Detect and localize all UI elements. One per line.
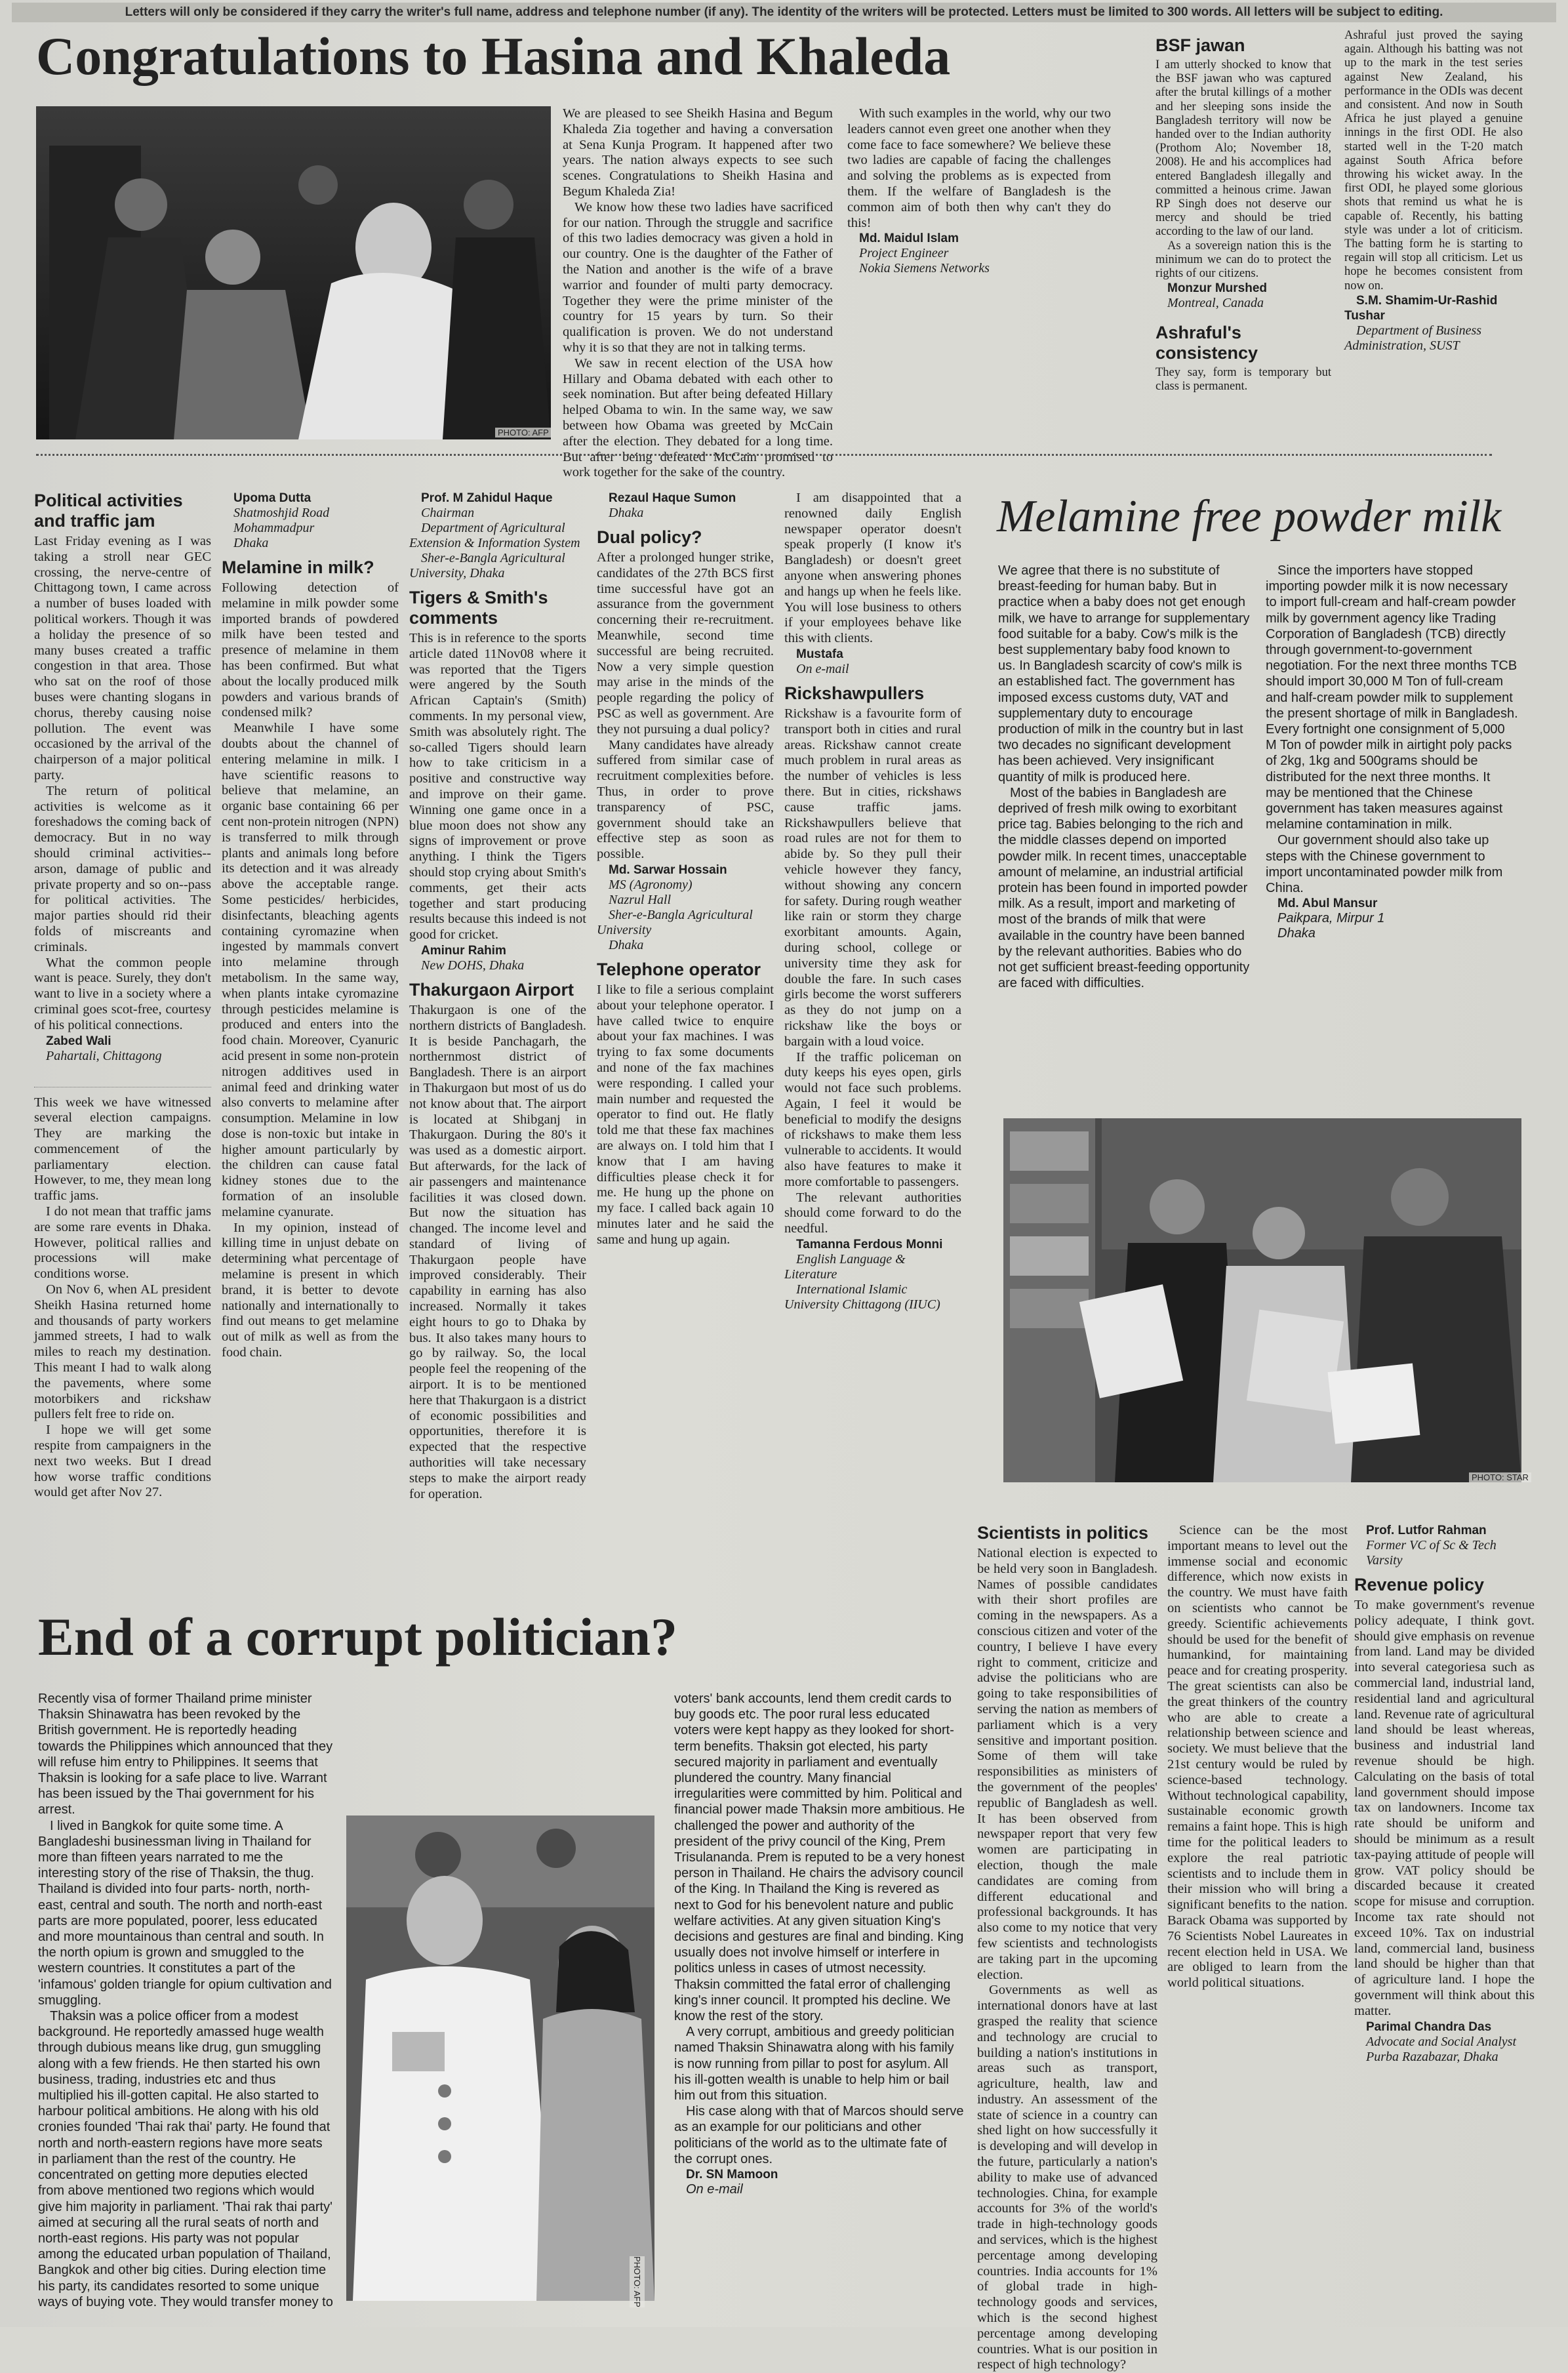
letter-dual-policy: Rezaul Haque Sumon Dhaka Dual policy? After a prolonged hunger strike, candidates of the 27th BCS first time successful have got an assurance from the government concerning their re-recruitment. Meanwhile, second time successful are being recruited. Now a very simple question may arise in the minds of the people regarding the policy of PSC as well as government. Are they not pursuing a dual policy? Many candidates have already suffered from similar case of recruitment complexities before. Thus, in order to prove transparency of PSC, government should take an effective step as soon as possible. Md. Sarwar Hossain MS (Agronomy) Nazrul Hall Sher-e-Bangla Agricultural University Dhaka Telephone operator I like to file a serious complaint about your telephone operator. I have called twice to enquire about your fax machines. I was trying to fax some documents and none of the fax machines were responding. I called your main number and requested the operator to find out. He flatly told me that these fax machines are always on. I told him that I know that I am having difficulties please check it for me. He hung up the phone on my face. I called back again 10 minutes later and he said the same and hung up again. xyxy=(597,491,774,1247)
photo-credit: PHOTO: AFP xyxy=(630,2256,645,2307)
letter-melamine-free-col2: Since the importers have stopped importing powder milk it is now necessary to import full-cream and half-cream powder milk by government agency like Trading Corporation of Bangladesh (TCB) directly through government-to-government negotiation. For the next three months TCB should import 30,000 M Ton of full-cream and half-cream powder milk to supplement the present shortage of milk in Bangladesh. Every fortnight one consignment of 5,000 M Ton of powder milk in airtight poly packs of 2kg, 1kg and 500grams should be distributed for the next three months. It may be mentioned that the Chinese government has taken measures against melamine contamination in milk. Our government should also take up steps with the Chinese government to import uncontaminated powder milk from China. Md. Abul Mansur Paikpara, Mirpur 1 Dhaka xyxy=(1266,563,1518,941)
letter-congratulations-col1: We are pleased to see Sheikh Hasina and Begum Khaleda Zia together and having a conversation at Sena Kunja Program. It happened after two years. The nation always expects to see such scenes. Congratulations to Sheikh Hasina and Begum Khaleda Zia! We know how these two ladies have sacrificed for our nation. Through the struggle and sacrifice of this two ladies democracy was given a hold in our country. One is the daughter of the Father of the Nation and another is the wife of a brave warrior and founder of multi party democracy. Together they were the prime minister of the country for 15 years by turn. So their qualification is proven. We do not understand why it is so that they are not in talking terms. We saw in recent election of the USA how Hillary and Obama debated with each other to seek nomination. But after being defeated Hillary helped Obama to win. In the same way, we saw between how Obama was greeted by McCain after the election. They debated for a long time. But after being defeated McCain promised to work together for the sake of the country. xyxy=(563,106,833,480)
photo-milk-inspection xyxy=(1003,1118,1521,1482)
photo-hasina-khaleda xyxy=(36,106,551,439)
letter-scientists-col2: Science can be the most important means to level out the immense social and economic difference, which now exists in the country. We must have faith on scientists who cannot be greedy. Scientific achievements should be used for the benefit of humankind, for maintaining peace and for creating prosperity. The great scientists can also be the great thinkers of the country who are able to create a relationship between science and society. We must believe that the 21st century would be ruled by science-based technology. Without technological capability, sustainable economic growth remains a faint hope. This is high time for the political leaders to explore the real patriotic scientists and to include them in their mission who will bring a significant benefits to the nation. Barack Obama was supported by 76 Scientists Nobel Laureates in recent election held in USA. We are obliged to learn from the world political situations. xyxy=(1167,1523,1348,1991)
section-divider xyxy=(36,454,1492,456)
letter-melamine-free-col1: We agree that there is no substitute of breast-feeding for human baby. But in practice when a baby does not get enough milk, we have to arrange for supplementary food suitable for a baby. Cow's milk is the best supplementary baby food known to us. In Bangladesh scarcity of cow's milk is an established fact. The government has imposed excess customs duty, VAT and supplementary duty to encourage production of milk in the country but in last two decades no significant development has been achieved. Very insignificant quantity of milk is produced here. Most of the babies in Bangladesh are deprived of fresh milk owing to exorbitant price tag. Babies belonging to the rich and the middle classes depend on imported powder milk. In recent times, unacceptable amount of melamine, an industrial artificial protein has been found in imported powder milk. As a result, import and marketing of most of the brands of milk that were available in the country have been banned by the relevant authorities. Babies who do not get sufficient breast-feeding opportunity are faced with difficulties. xyxy=(998,563,1250,991)
letter-scientists-col1: Scientists in politics National election is expected to be held very soon in Bangladesh. Names of possible candidates with their short profiles are coming in the newspapers. As a conscious citizen and voter of the country, I believe I have every right to comment, criticize and advise the politicians who are going to take responsibilities of serving the nation as members of parliament which is a very sensitive and important position. Some of them will take responsibilities as ministers of the government of the peoples' republic of Bangladesh as well. It has been observed from newspaper report that very few women are participating in election, though the male candidates are coming from different educational and professional backgrounds. It has also come to my notice that very few scientists and technologists are taking part in the upcoming election. Governments as well as international donors have at last grasped the reality that science and technology are crucial to building a nation's institutions in areas such as transport, agriculture, health, law and industry. An assessment of the state of science in a country can shed light on how successfully it is developing and will develop in the future, particularly a nation's ability to make use of advanced technologies. China, for example accounts for 3% of the world's trade in high-technology goods and services, which is the highest percentage among developing countries. India accounts for 1% of global trade in high-technology goods and services, which is the second highest percentage among developing countries. What is our position in respect of high technology? xyxy=(977,1523,1157,2372)
headline-melamine-free: Melamine free powder milk xyxy=(997,491,1502,542)
letter-ashraful-consistency: Ashraful just proved the saying again. Although his batting was not up to the mark in the test series against New Zealand, his performance in the ODIs was decent and consistent. And now in South Africa he just played a genuine innings in the first ODI. He also started well in the T-20 match against South Africa before throwing his wicket away. In the first ODI, he played some glorious shots that remind us what he is capable of. Recently, his batting style was under a lot of criticism. The batting form he is starting to regain will stop all criticism. Let us hope he becomes consistent from now on. S.M. Shamim-Ur-Rashid Tushar Department of Business Administration, SUST xyxy=(1344,29,1523,353)
photo-thaksin xyxy=(346,1815,654,2301)
photo-credit: PHOTO: STAR xyxy=(1469,1472,1531,1482)
letter-tigers-smith: Prof. M Zahidul Haque Chairman Department of Agricultural Extension & Information System Sher-e-Bangla Agricultural University, Dhaka Tigers & Smith's comments This is in reference to the sports article dated 11Nov08 where it was reported that the Tigers were angered by the South African Captain's (Smith) comments. In my personal view, Smith was absolutely right. The so-called Tigers should learn how to take criticism in a positive and constructive way and improve on their game. Winning one game once in a blue moon does not show any signs of improvement or prove anything. I think the Tigers should stop crying about Smith's comments, get their acts together and start producing results because this indeed is not good for cricket. Aminur Rahim New DOHS, Dhaka Thakurgaon Airport Thakurgaon is one of the northern districts of Bangladesh. It is beside Panchagarh, the northernmost district of Bangladesh. There is an airport in Thakurgaon but most of us do not know about that. The airport is located at Shibganj in Thakurgaon. During the 80's it was used as a domestic airport. But afterwards, for the lack of air passengers and maintenance facilities it was closed down. But now the situation has changed. The income level and standard of living of Thakurgaon people have improved considerably. Their capability in earning has also increased. Normally it takes eight hours to go to Dhaka by bus. It also takes many hours to go by railway. So, the local people feel the reopening of the airport. It is to be mentioned here that Thakurgaon is a district of economic possibilities and opportunities, therefore it is expected that the respective authorities will take necessary steps to make the airport ready for operation. xyxy=(409,491,586,1501)
letter-rickshawpullers: I am disappointed that a renowned daily English newspaper operator doesn't speak properly (I know it's Bangladesh) or doesn't greet anyone when answering phones and hangs up when he feels like. You will lose business to others if your employees behave like this with clients. Mustafa On e-mail Rickshawpullers Rickshaw is a favourite form of transport both in cities and rural areas. Rickshaw cannot create much problem in rural areas as the number of vehicles is less there. But in cities, rickshaws cause traffic jams. Rickshawpullers believe that road rules are not for them to abide by. So they pull their vehicle however they fancy, without showing any concern for safety. During rough weather like rain or storm they charge exorbitant amounts. Again, during school, college or university time they ask for double the fare. In such cases girls become the worst sufferers as they do not jump on a rickshaw like the boys or bargain with a loud voice. If the traffic policeman on duty keeps his eyes open, girls would not face such problems. Again, I feel it would be beneficial to modify the designs of rickshaws to make them less vulnerable to accidents. It would also have features to make it more comfortable to passengers. The relevant authorities should come forward to do the needful. Tamanna Ferdous Monni English Language & Literature International Islamic University Chittagong (IIUC) xyxy=(784,491,961,1312)
letter-revenue-policy: Prof. Lutfor Rahman Former VC of Sc & Tech Varsity Revenue policy To make government's revenue policy adequate, I think govt. should give emphasis on revenue from land. Land may be divided into several categoriesa such as commercial land, industrial land, residential land and agricultural land. Revenue rate of agricultural land should be least whereas, business and industrial land revenue should be high. Calculating on the basis of total land government should impose tax on landowners. Income tax rate should be uniform and should be minimum as a result tax-paying attitude of people will grow. VAT policy should be discarded because it created scope for misuse and corruption. Income tax rate should not exceed 10%. Tax on industrial land, commercial land, business land should be higher than that of agriculture land. I hope the government will think about this matter. Parimal Chandra Das Advocate and Social Analyst Purba Razabazar, Dhaka xyxy=(1354,1524,1535,2064)
headline-corrupt-politician: End of a corrupt politician? xyxy=(38,1607,677,1667)
letter-congratulations-col2: With such examples in the world, why our two leaders cannot even greet one another when they come face to face somewhere? We believe these two ladies are capable of facing the challenges and solving the problems as is expected from them. If the welfare of Bangladesh is the common aim of both then why can't they do this! Md. Maidul Islam Project Engineer Nokia Siemens Networks xyxy=(847,106,1111,276)
letter-thaksin-col2 xyxy=(346,1691,654,1809)
headline-congratulations: Congratulations to Hasina and Khaleda xyxy=(36,26,951,86)
letter-political-activities: Political activities and traffic jam Last Friday evening as I was taking a stroll near GEC crossing, the nerve-centre of Chittagong town, I came across a number of buses loaded with political workers. Though it was a holiday the presence of so many buses created a traffic congestion in that area. Those who sat on the roof of those buses were chanting slogans in chorus, thereby causing noise pollution. The event was occasioned by the arrival of the chairperson of a major political party. The return of political activities is welcome as it foreshadows the coming back of democracy. But in no way should criminal activities--arson, damage of public and private property and so on--pass for political activities. The major parties should rid their folds of miscreants and criminals. What the common people want is peace. Surely, they don't want to live in a society where a criminal goes scot-free, courtesy of his political connections. Zabed Wali Pahartali, Chittagong This week we have witnessed several election campaigns. They are marking the commencement of the parliamentary election. However, to me, they mean long traffic jams. I do not mean that traffic jams are some rare events in Dhaka. However, political rallies and processions will make conditions worse. On Nov 6, when AL president Sheikh Hasina returned home and thousands of party workers jammed streets, I had to walk miles to reach my destination. This meant I had to walk along the pavements, where some motorbikers and rickshaw pullers felt free to ride on. I hope we will get some respite from campaigners in the next two weeks. But I dread how worse traffic conditions would get after Nov 27. xyxy=(34,491,211,1500)
letter-thaksin-col3: voters' bank accounts, lend them credit cards to buy goods etc. The poor rural less educated voters were kept happy as they looked for short-term benefits. Thaksin got elected, his party secured majority in parliament and eventually plundered the country. Many financial irregularities were committed by him. Political and financial power made Thaksin more ambitious. He challenged the power and authority of the president of the privy council of the King, Prem Trisulananda. Prem is reputed to be a very honest person in Thailand. He chairs the advisory council of the King. In Thailand the King is revered as next to God for his benevolent nature and public welfare activities. At any given situation King's decisions and gestures are final and binding. King usually does not involve himself or interfere in politics unless in cases of utmost necessity. Thaksin committed the fatal error of challenging king's inner council. It prompted his decline. We know the rest of the story. A very corrupt, ambitious and greedy politician named Thaksin Shinawatra along with his family is now running from pillar to post for asylum. All his ill-gotten wealth is unable to help him or bail him out from this situation. His case along with that of Marcos should serve as an example for our politicians and other politicians of the world as to the ultimate fate of the corrupt ones. Dr. SN Mamoon On e-mail xyxy=(674,1692,965,2197)
letter-bsf-jawan: BSF jawan I am utterly shocked to know that the BSF jawan who was captured after the brutal killings of a mother and her sleeping sons inside the Bangladesh territory will now be handed over to the Indian authority (Prothom Alo; November 18, 2008). He and his accomplices had entered Bangladesh illegally and committed a heinous crime. Jawan RP Singh does not deserve our mercy and should be tried according to the law of our land. As a sovereign nation this is the minimum we can do to protect the rights of our citizens. Monzur Murshed Montreal, Canada Ashraful's consistency They say, form is temporary but class is permanent. xyxy=(1156,35,1331,394)
letter-thaksin-col1: Recently visa of former Thailand prime minister Thaksin Shinawatra has been revoked by the British government. He is reportedly heading towards the Philippines which announced that they will refuse him entry to Philippines. It seems that Thaksin is looking for a safe place to live. Warrant has been issued by the Thai government for his arrest. I lived in Bangkok for quite some time. A Bangladeshi businessman living in Thailand for more than fifteen years narrated to me the interesting story of the rise of Thaksin, the thug. Thailand is divided into four parts- north, north-east, central and south. The north and north-east parts are more populated, poorer, less educated and more mountainous than central and south. In the north opium is grown and smuggled to the western countries. It constitutes a part of the 'infamous' golden triangle for opium cultivation and smuggling. Thaksin was a police officer from a modest background. He reportedly amassed huge wealth through dubious means like drug, gun smuggling along with a few friends. He then started his own business, trading, industries etc and thus multiplied his ill-gotten capital. He also started to harbour political ambitions. He along with his old cronies founded 'Thai rak thai' party. He found that north and north-eastern regions have more seats in parliament than the rest of the country. He concentrated on getting more deputies elected from above mentioned two regions which would give him majority in parliament. 'Thai rak thai party' aimed at securing all the rural seats of north and north-east regions. His party was not popular among the educated urban population of Thailand, Bangkok and other big cities. During election time his party, its candidates resorted to some unique ways of buying vote. They would transfer money to xyxy=(38,1692,333,2309)
submission-notice: Letters will only be considered if they carry the writer's full name, address and telephone number (if any). The identity of the writers will be protected. Letters must be limited to 300 words. All letters will be subject to editing. xyxy=(12,3,1556,22)
letter-melamine-in-milk: Upoma Dutta Shatmoshjid Road Mohammadpur Dhaka Melamine in milk? Following detection of melamine in milk powder some imported brands of powdered milk have been tested and presence of melamine in them has been confirmed. But what about the locally produced milk powders and various brands of condensed milk? Meanwhile I have some doubts about the channel of entering melamine in milk. I have scientific reasons to believe that melamine, an organic base containing 66 per cent non-protein nitrogen (NPN) is transferred to milk through plants and animals long before its detection and it was already above the acceptable range. Some pesticides/ herbicides, disinfectants, bleaching agents containing cyromazine when ingested by mammals convert into melamine through metabolism. In the same way, when plants intake cyromazine through pesticides melamine is produced and enters into the food chain. Moreover, Cyanuric acid present in some non-protein nitrogen additives used in animal feed and drinking water also converts to melamine after consumption. Melamine in low dose is non-toxic but intake in higher amount particularly by the children can cause fatal kidney stones due to the formation of an insoluble melamine cyanurate. In my opinion, instead of killing time in unjust debate on determining what percentage of melamine is present in which brand, it is better to devote nationally and internationally to find out means to get melamine out of milk as well as from the food chain. xyxy=(222,491,399,1360)
photo-credit: PHOTO: AFP xyxy=(495,428,552,437)
